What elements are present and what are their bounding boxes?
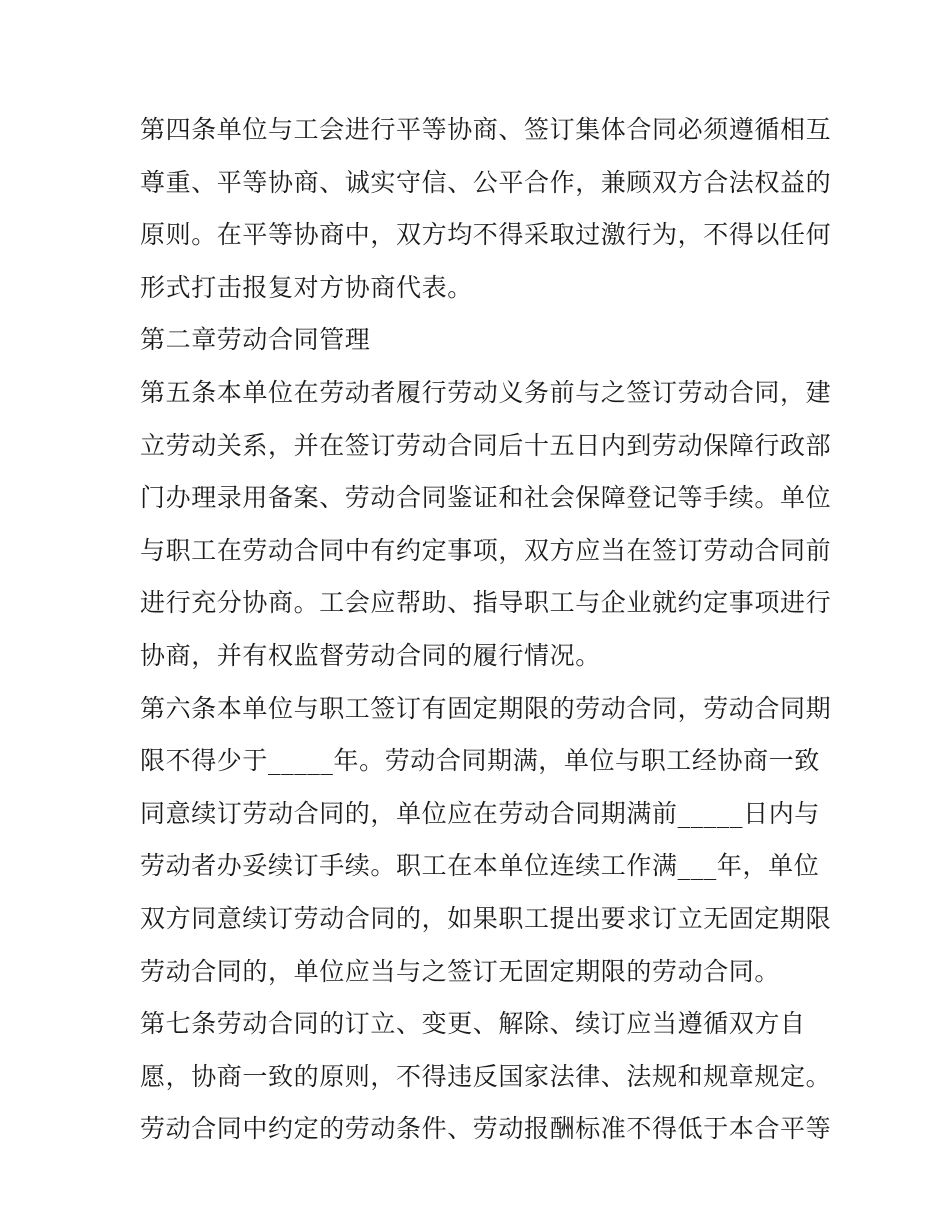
document-body [140, 104, 832, 1156]
chapter-heading: 第二章劳动合同管理 [140, 325, 371, 355]
text-line-article-7-1: 第七条劳动合同的订立、变更、解除、续订应当遵循双方自 [140, 1009, 806, 1039]
text-line-article-5-2: 立劳动关系，并在签订劳动合同后十五日内到劳动保障行政部 [140, 430, 832, 460]
text-line-article-4-3: 原则。在平等协商中，双方均不得采取过激行为，不得以任何 [140, 220, 832, 250]
text-line-article-5-4: 与职工在劳动合同中有约定事项，双方应当在签订劳动合同前 [140, 535, 832, 565]
text-line-article-5-5: 进行充分协商。工会应帮助、指导职工与企业就约定事项进行 [140, 588, 832, 618]
text-line-article-5-3: 门办理录用备案、劳动合同鉴证和社会保障登记等手续。单位 [140, 483, 832, 513]
text-line-article-6-2: 限不得少于_____年。劳动合同期满，单位与职工经协商一致 [140, 746, 820, 776]
text-line-article-7-2: 愿，协商一致的原则，不得违反国家法律、法规和规章规定。 [140, 1061, 832, 1091]
text-line-article-4-2: 尊重、平等协商、诚实守信、公平合作，兼顾双方合法权益的 [140, 167, 832, 197]
text-line-article-6-5: 双方同意续订劳动合同的，如果职工提出要求订立无固定期限 [140, 903, 832, 933]
text-line-article-6-1: 第六条本单位与职工签订有固定期限的劳动合同，劳动合同期 [140, 693, 832, 723]
text-line-article-4-4: 形式打击报复对方协商代表。 [140, 272, 473, 302]
text-line-article-5-1: 第五条本单位在劳动者履行劳动义务前与之签订劳动合同，建 [140, 377, 832, 407]
text-line-article-7-3: 劳动合同中约定的劳动条件、劳动报酬标准不得低于本合平等 [140, 1114, 832, 1144]
text-line-article-4-1: 第四条单位与工会进行平等协商、签订集体合同必须遵循相互 [140, 115, 832, 144]
text-line-article-6-3: 同意续订劳动合同的，单位应在劳动合同期满前_____日内与 [140, 798, 820, 828]
text-line-article-6-6: 劳动合同的，单位应当与之签订无固定期限的劳动合同。 [140, 956, 781, 986]
text-line-article-5-6: 协商，并有权监督劳动合同的履行情况。 [140, 640, 601, 670]
text-line-article-6-4: 劳动者办妥续订手续。职工在本单位连续工作满___年，单位 [140, 851, 820, 881]
